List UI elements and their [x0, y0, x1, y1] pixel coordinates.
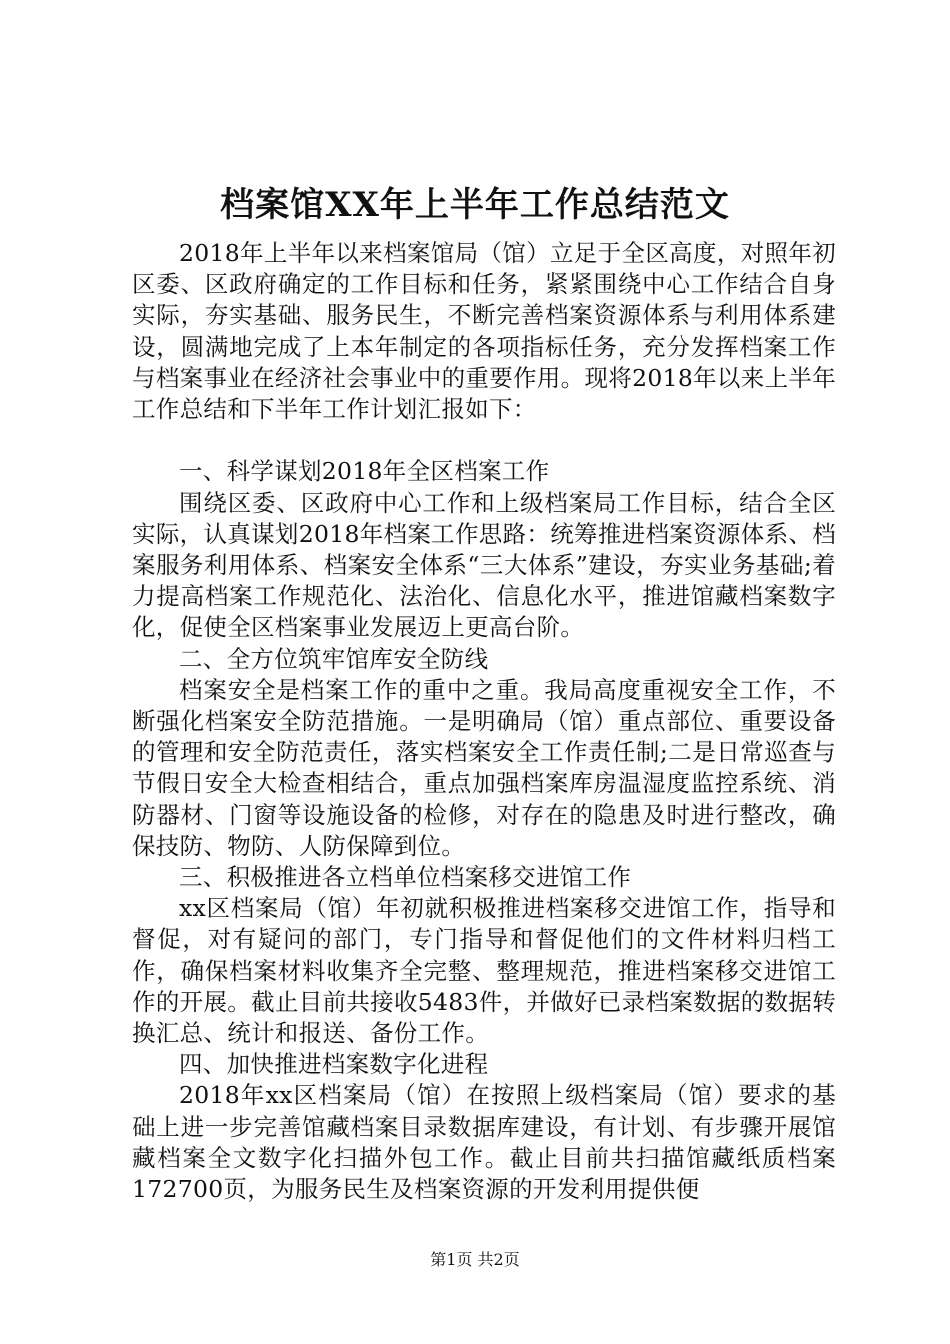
section-paragraph: 围绕区委、区政府中心工作和上级档案局工作目标，结合全区实际，认真谋划2018年档案工作思路：统筹推进档案资源体系、档案服务利用体系、档案安全体系“三大体系”建设，夯实业务基础;着力提高档案工作规范化、法治化、信息化水平，推进馆藏档案数字化，促使全区档案事业发展迈上更高台阶。: [132, 488, 836, 642]
paragraph-gap: [132, 425, 836, 456]
intro-paragraph: 2018年上半年以来档案馆局（馆）立足于全区高度，对照年初区委、区政府确定的工作目标和任务，紧紧围绕中心工作结合自身实际，夯实基础、服务民生，不断完善档案资源体系与利用体系建设，圆满地完成了上本年制定的各项指标任务，充分发挥档案工作与档案事业在经济社会事业中的重要作用。现将2018年以来上半年工作总结和下半年工作计划汇报如下：: [132, 239, 836, 424]
section-heading: 四、加快推进档案数字化进程: [179, 1050, 489, 1079]
section-paragraph: xx区档案局（馆）年初就积极推进档案移交进馆工作，指导和督促，对有疑问的部门，专门指导和督促他们的文件材料归档工作，确保档案材料收集齐全完整、整理规范，推进档案移交进馆工作的开展。截止目前共接收5483件，并做好已录档案数据的数据转换汇总、统计和报送、备份工作。: [132, 894, 836, 1048]
page-footer: 第1页 共2页: [430, 1250, 520, 1269]
section-heading: 一、科学谋划2018年全区档案工作: [179, 457, 550, 486]
document-body: [132, 238, 836, 1205]
section-paragraph: 档案安全是档案工作的重中之重。我局高度重视安全工作，不断强化档案安全防范措施。一是明确局（馆）重点部位、重要设备的管理和安全防范责任，落实档案安全工作责任制;二是日常巡查与节假日安全大检查相结合，重点加强档案库房温湿度监控系统、消防器材、门窗等设施设备的检修，对存在的隐患及时进行整改，确保技防、物防、人防保障到位。: [132, 675, 836, 860]
section-heading: 三、积极推进各立档单位档案移交进馆工作: [179, 863, 632, 892]
section-heading: 二、全方位筑牢馆库安全防线: [179, 644, 489, 673]
document-title: 档案馆XX年上半年工作总结范文: [220, 185, 730, 225]
section-paragraph: 2018年xx区档案局（馆）在按照上级档案局（馆）要求的基础上进一步完善馆藏档案目录数据库建设，有计划、有步骤开展馆藏档案全文数字化扫描外包工作。截止目前共扫描馆藏纸质档案172700页，为服务民生及档案资源的开发利用提供便: [132, 1081, 836, 1204]
